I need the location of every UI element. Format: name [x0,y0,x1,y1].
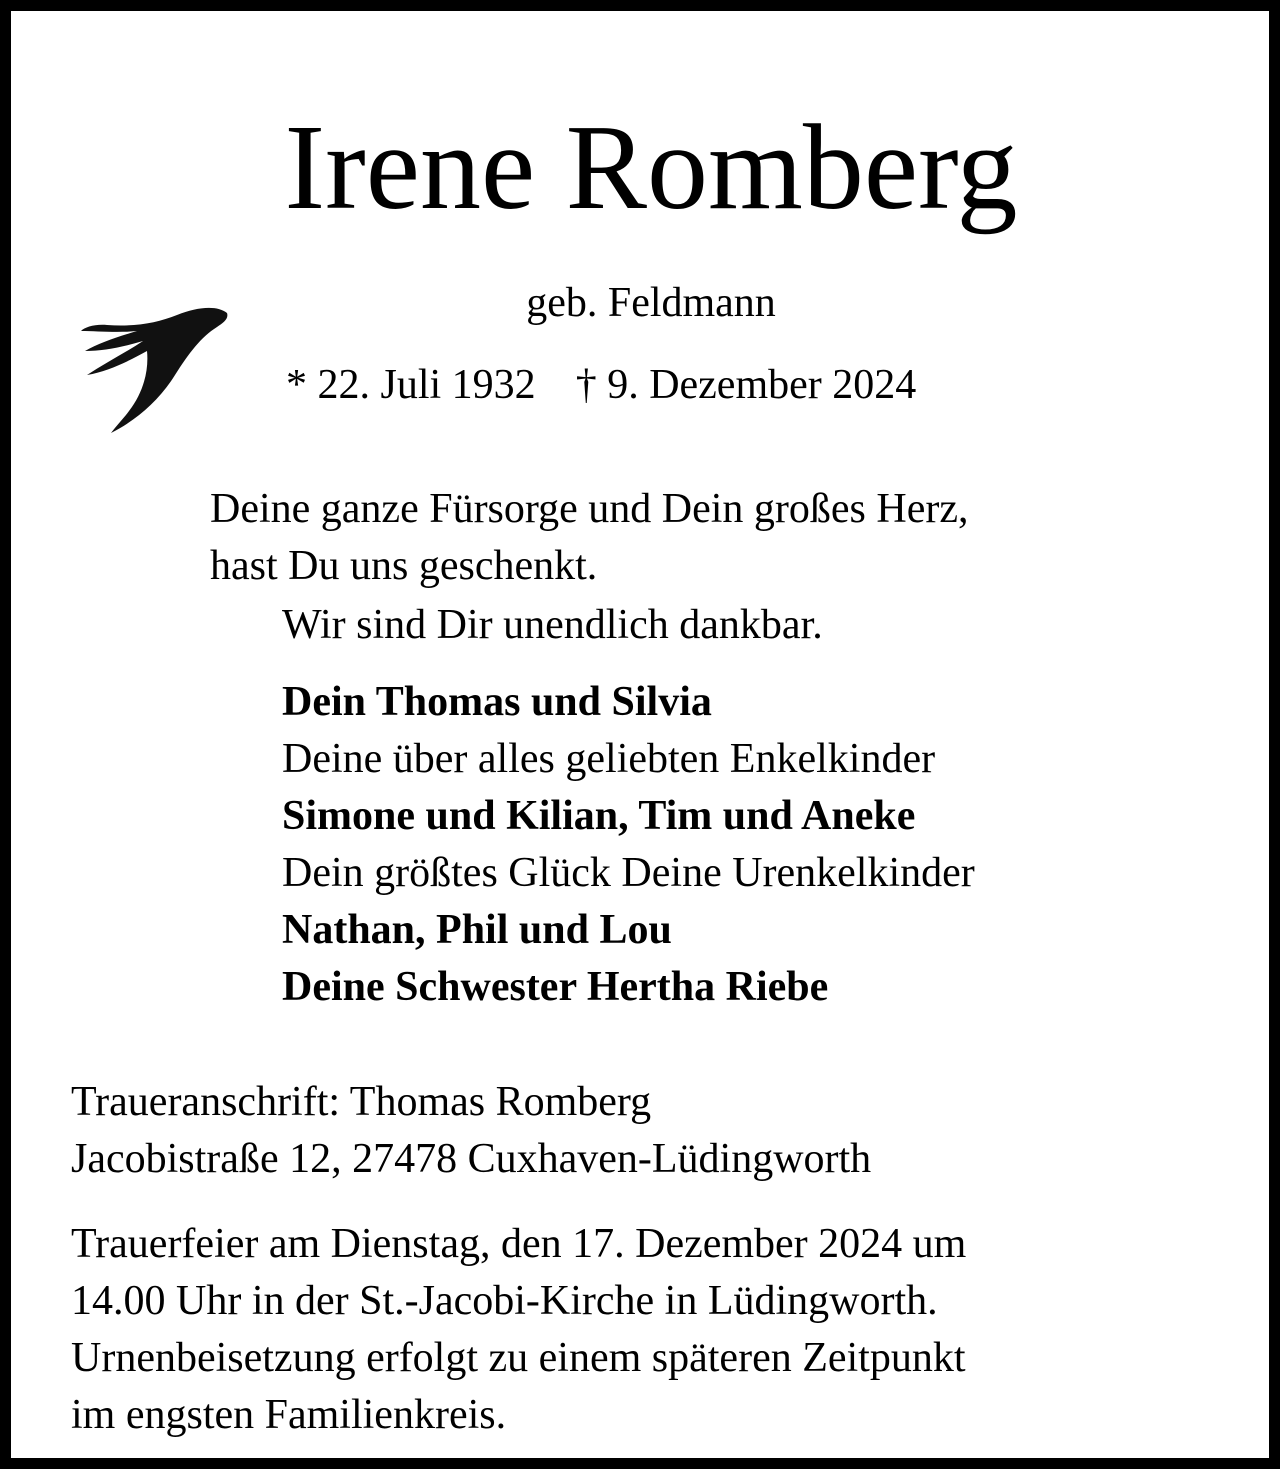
family-line: Dein größtes Glück Deine Urenkelkinder [282,850,975,896]
address-line: Traueranschrift: Thomas Romberg [71,1079,652,1125]
family-line: Deine über alles geliebten Enkelkinder [282,736,936,782]
service-line: Trauerfeier am Dienstag, den 17. Dezember 2024 um [71,1221,967,1267]
mourning-address [71,1074,871,1188]
maiden-name: geb. Feldmann [526,280,776,326]
deceased-name: Irene Romberg [284,100,1018,235]
life-dates [286,364,916,406]
address-line: Jacobistraße 12, 27478 Cuxhaven-Lüdingworth [71,1136,872,1182]
family-line: Dein Thomas und Silvia [282,679,712,725]
poem [210,481,968,595]
family-line: Nathan, Phil und Lou [282,907,672,953]
birth-date: * 22. Juli 1932 [286,362,536,408]
poem-line: Deine ganze Fürsorge und Dein großes Herz, [210,486,969,532]
family-list [282,674,975,1016]
poem-line: hast Du uns geschenkt. [210,543,598,589]
funeral-service-info [71,1216,966,1444]
family-line: Deine Schwester Hertha Riebe [282,964,829,1010]
service-line: Urnenbeisetzung erfolgt zu einem späteren Zeitpunkt [71,1335,966,1381]
family-line: Simone und Kilian, Tim und Aneke [282,793,916,839]
death-date: † 9. Dezember 2024 [575,362,917,408]
service-line: im engsten Familienkreis. [71,1392,507,1438]
service-line: 14.00 Uhr in der St.-Jacobi-Kirche in Lüdingworth. [71,1278,938,1324]
swallow-bird-icon [77,301,237,441]
thanks-line: Wir sind Dir unendlich dankbar. [282,602,823,648]
